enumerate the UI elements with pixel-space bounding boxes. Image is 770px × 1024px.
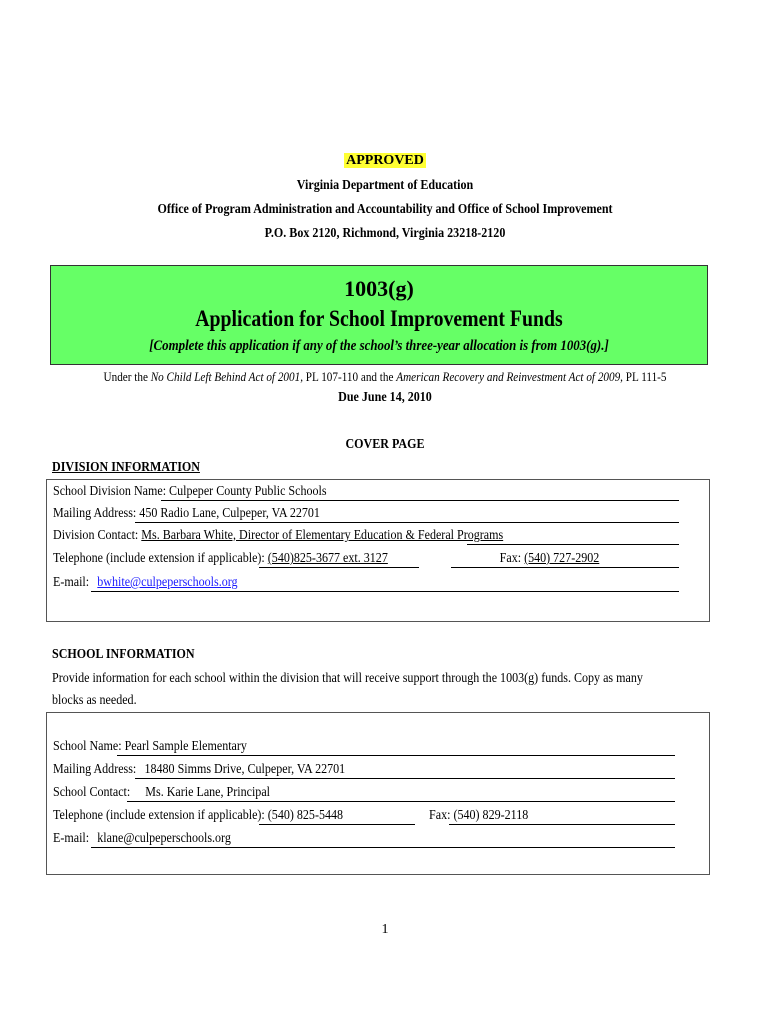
division-fax-label: Fax:: [499, 551, 525, 566]
form-title: Application for School Improvement Funds: [195, 306, 563, 331]
title-box: [50, 265, 708, 365]
office-address: P.O. Box 2120, Richmond, Virginia 23218-2120: [264, 226, 506, 241]
school-phone-rule: [259, 824, 415, 825]
division-email-link[interactable]: bwhite@culpeperschools.org: [97, 575, 238, 590]
division-contact-label: Division Contact:: [53, 528, 142, 543]
division-contact-value[interactable]: Ms. Barbara White, Director of Elementary Education & Federal Programs: [141, 528, 504, 543]
school-phone-label: Telephone (include extension if applicable):: [53, 808, 268, 823]
division-phone-label: Telephone (include extension if applicable):: [53, 551, 268, 566]
division-fax-rule: [451, 567, 679, 568]
division-contact-rule: [467, 544, 679, 545]
school-heading: [52, 647, 195, 663]
form-code: 1003(g): [344, 276, 414, 301]
school-phone-value[interactable]: (540) 825-5448: [267, 808, 344, 823]
form-note: [Complete this application if any of the school’s three-year allocation is from 1003(g).]: [149, 338, 609, 354]
department-name: Virginia Department of Education: [296, 178, 474, 193]
approved-stamp: [0, 153, 770, 169]
division-mailing-rule: [135, 522, 679, 523]
school-email-rule: [91, 847, 675, 848]
division-phone-value[interactable]: (540)825-3677 ext. 3127: [267, 551, 388, 566]
office-name: Office of Program Administration and Accountability and Office of School Improvement: [157, 202, 613, 217]
school-mailing-rule: [135, 778, 675, 779]
division-info-box: [46, 479, 710, 622]
school-name-rule: [117, 755, 675, 756]
division-phone-rule: [259, 567, 419, 568]
act-arra: American Recovery and Reinvestment Act of 2009,: [396, 369, 623, 384]
school-name-value[interactable]: Pearl Sample Elementary: [124, 739, 247, 754]
school-mailing-value[interactable]: 18480 Simms Drive, Culpeper, VA 22701: [144, 762, 346, 777]
school-name-label: School Name:: [53, 739, 125, 754]
school-contact-label: School Contact:: [53, 785, 134, 800]
division-email-rule: [91, 591, 679, 592]
division-name-label: School Division Name:: [53, 484, 170, 499]
school-email-value[interactable]: klane@culpeperschools.org: [97, 831, 231, 846]
school-contact-value[interactable]: Ms. Karie Lane, Principal: [145, 785, 271, 800]
school-fax-value[interactable]: (540) 829-2118: [453, 808, 529, 823]
division-mailing-value[interactable]: 450 Radio Lane, Culpeper, VA 22701: [139, 506, 320, 521]
school-info-box: [46, 712, 710, 875]
school-instructions: Provide information for each school within the division that will receive support through the 1003(g) funds. Copy as many blocks as needed.: [52, 671, 643, 708]
division-name-value[interactable]: Culpeper County Public Schools: [169, 484, 327, 499]
act-nclb: No Child Left Behind Act of 2001,: [150, 369, 303, 384]
act-pre: Under the: [103, 369, 151, 384]
school-heading-text: SCHOOL INFORMATION: [52, 647, 195, 662]
division-heading-text: DIVISION INFORMATION: [52, 460, 200, 475]
due-date: Due June 14, 2010: [338, 390, 432, 405]
act-line: [54, 369, 716, 385]
division-mailing-label: Mailing Address:: [53, 506, 140, 521]
school-email-label: E-mail:: [53, 831, 93, 846]
school-fax-rule: [449, 824, 675, 825]
division-fax-value[interactable]: (540) 727-2902: [524, 551, 600, 566]
page-number: 1: [381, 922, 389, 937]
school-contact-rule: [127, 801, 675, 802]
act-post: PL 111-5: [622, 369, 667, 384]
division-contact-row: [53, 528, 503, 546]
school-fax-label: Fax:: [429, 808, 454, 823]
school-mailing-label: Mailing Address:: [53, 762, 140, 777]
act-mid: PL 107-110 and the: [302, 369, 397, 384]
division-name-rule: [161, 500, 679, 501]
division-heading: [52, 460, 200, 476]
approved-label: APPROVED: [346, 153, 424, 168]
cover-page-heading: COVER PAGE: [345, 437, 425, 452]
division-email-label: E-mail:: [53, 575, 93, 590]
